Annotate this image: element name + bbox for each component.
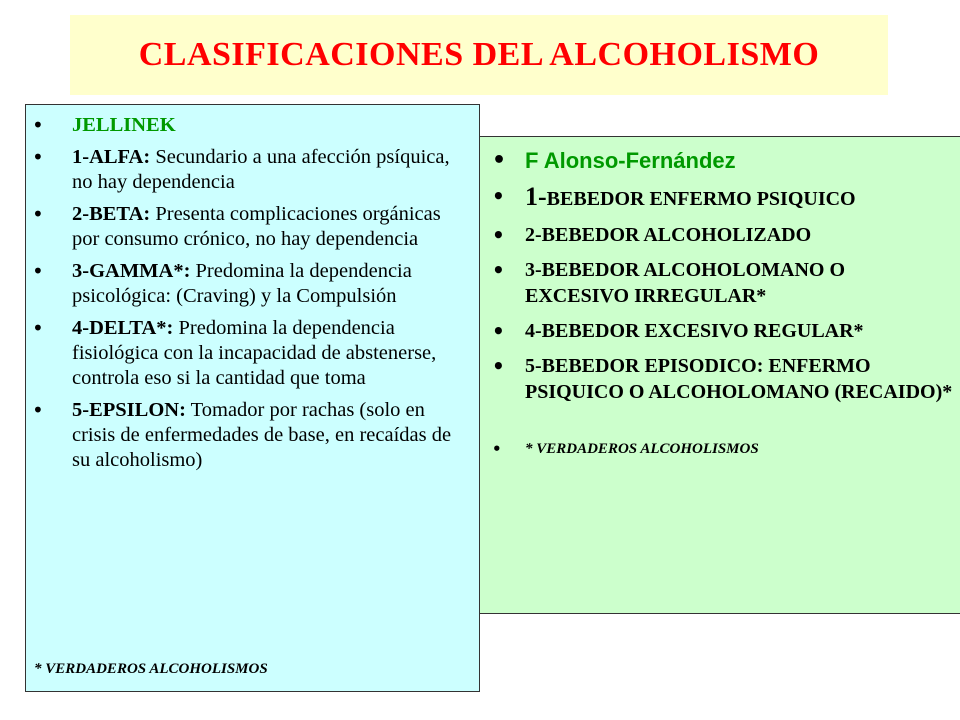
- list-item: [479, 183, 960, 213]
- item-text: 5-BEBEDOR EPISODICO: ENFERMO PSIQUICO O ALCOHOLOMANO (RECAIDO)*: [525, 355, 953, 403]
- item-text: Predomina la dependencia fisiológica con la incapacidad de abstenerse, controla eso si la cantidad que toma: [72, 317, 437, 389]
- list-item: [26, 202, 479, 252]
- list-item: [26, 113, 479, 138]
- item-term: 2-BETA:: [72, 203, 151, 225]
- bullet-icon: •: [32, 113, 44, 137]
- page-title: CLASIFICACIONES DEL ALCOHOLISMO: [138, 36, 820, 73]
- jellinek-list: [26, 113, 479, 480]
- list-item: [479, 222, 960, 248]
- list-item: [479, 147, 960, 175]
- bullet-icon: •: [492, 440, 502, 458]
- bullet-icon: •: [32, 316, 44, 340]
- list-item: [479, 257, 960, 309]
- bullet-icon: •: [32, 145, 44, 169]
- title-banner: [70, 15, 888, 95]
- bullet-icon: •: [492, 354, 505, 378]
- list-item: [479, 318, 960, 344]
- list-item: [479, 353, 960, 405]
- item-text: 4-BEBEDOR EXCESIVO REGULAR*: [525, 320, 864, 342]
- item-text: Presenta complicaciones orgánicas por consumo crónico, no hay dependencia: [72, 203, 441, 250]
- footnote-text: * VERDADEROS ALCOHOLISMOS: [525, 441, 759, 457]
- section-heading: JELLINEK: [72, 114, 176, 136]
- item-text: BEBEDOR ENFERMO PSIQUICO: [546, 188, 856, 210]
- bullet-icon: •: [492, 319, 505, 343]
- item-text: Predomina la dependencia psicológica: (Craving) y la Compulsión: [72, 260, 412, 307]
- alonso-fernandez-panel: [478, 136, 960, 614]
- item-term: 4-DELTA*:: [72, 317, 174, 339]
- item-term: 1-ALFA:: [72, 146, 151, 168]
- footnote-text: * VERDADEROS ALCOHOLISMOS: [34, 661, 268, 677]
- alonso-fernandez-list: [479, 147, 960, 468]
- bullet-icon: •: [492, 258, 505, 282]
- item-text: Tomador por rachas (solo en crisis de enfermedades de base, en recaídas de su alcoholismo): [72, 399, 452, 471]
- bullet-icon: •: [492, 223, 505, 247]
- section-heading: F Alonso-Fernández: [525, 148, 736, 173]
- item-text: Secundario a una afección psíquica, no hay dependencia: [72, 146, 450, 193]
- jellinek-panel: [25, 104, 480, 692]
- bullet-icon: •: [32, 398, 44, 422]
- list-item: [26, 398, 479, 473]
- list-item: [26, 259, 479, 309]
- item-term: 3-GAMMA*:: [72, 260, 191, 282]
- item-number: 1-: [525, 182, 547, 211]
- list-item: [26, 145, 479, 195]
- bullet-icon: •: [492, 184, 505, 208]
- bullet-icon: •: [492, 148, 507, 173]
- item-text: 2-BEBEDOR ALCOHOLIZADO: [525, 224, 812, 246]
- bullet-icon: •: [32, 259, 44, 283]
- item-text: 3-BEBEDOR ALCOHOLOMANO O EXCESIVO IRREGULAR*: [525, 259, 846, 307]
- footnote-item: [479, 439, 960, 459]
- bullet-icon: •: [32, 202, 44, 226]
- list-item: [26, 316, 479, 391]
- item-term: 5-EPSILON:: [72, 399, 186, 421]
